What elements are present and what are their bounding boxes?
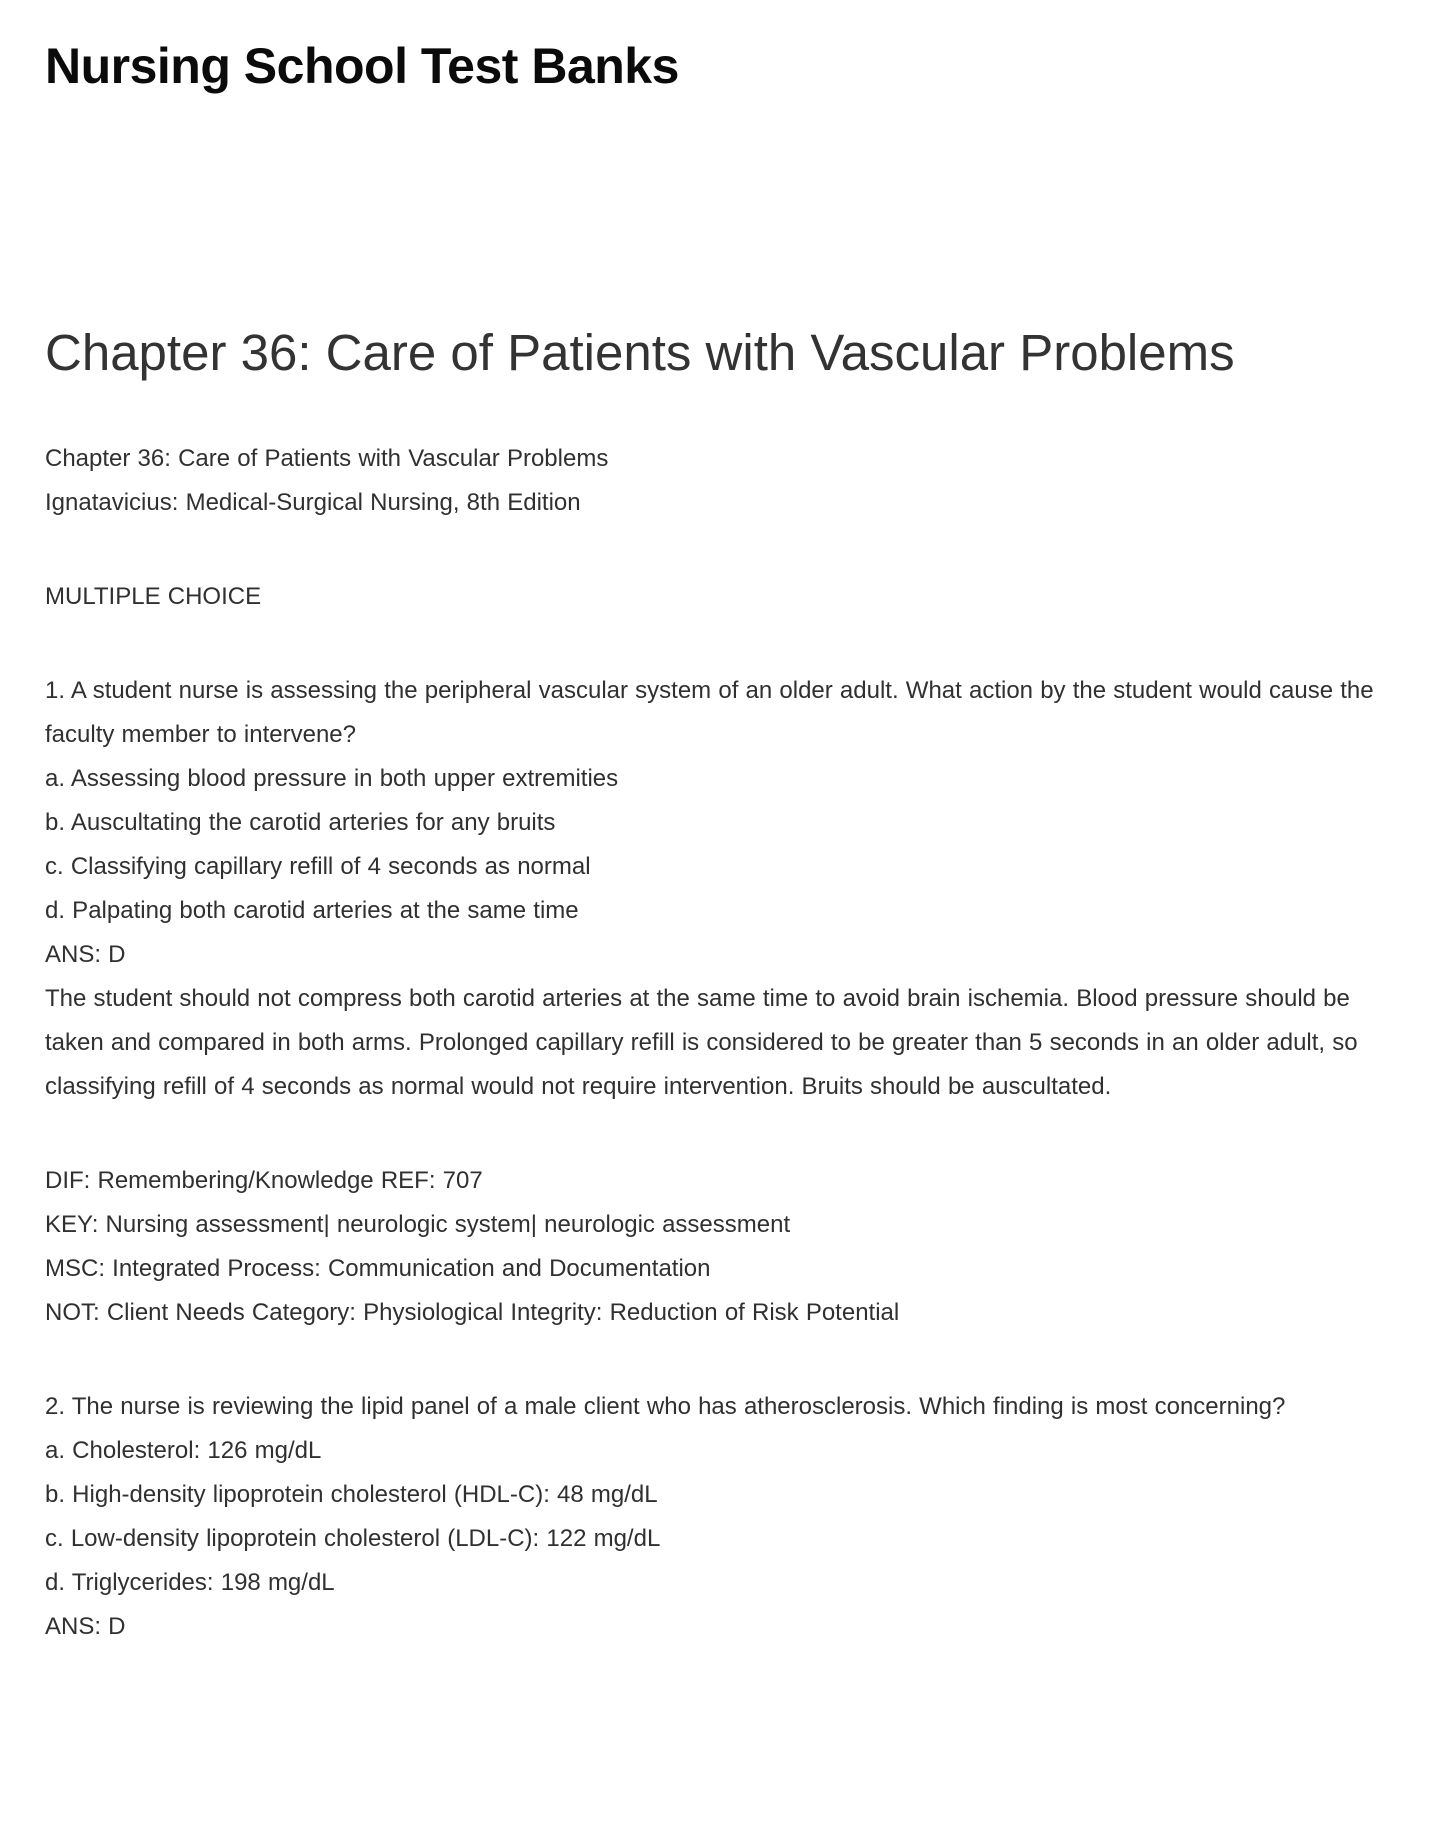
page-title: Chapter 36: Care of Patients with Vascular Problems (45, 324, 1235, 381)
question-2-option-c: c. Low-density lipoprotein cholesterol (LDL-C): 122 mg/dL (45, 1525, 661, 1553)
source-info (45, 437, 1385, 525)
metadata-not: NOT: Client Needs Category: Physiological Integrity: Reduction of Risk Potential (45, 1299, 900, 1327)
question-2-answer: ANS: D (45, 1613, 126, 1641)
question-1-option-b: b. Auscultating the carotid arteries for any bruits (45, 809, 556, 837)
page-content (45, 36, 1385, 1649)
question-2-stem: 2. The nurse is reviewing the lipid panel of a male client who has atherosclerosis. Which finding is most concerning? (45, 1393, 1286, 1421)
question-2-option-d: d. Triglycerides: 198 mg/dL (45, 1569, 335, 1597)
question-1 (45, 669, 1385, 1109)
question-1-metadata (45, 1159, 1385, 1335)
question-1-stem: 1. A student nurse is assessing the peripheral vascular system of an older adult. What action by the student would cause the faculty member to intervene? (45, 677, 1374, 749)
question-1-option-c: c. Classifying capillary refill of 4 seconds as normal (45, 853, 591, 881)
question-1-option-d: d. Palpating both carotid arteries at the same time (45, 897, 579, 925)
question-1-option-a: a. Assessing blood pressure in both upper extremities (45, 765, 619, 793)
site-title: Nursing School Test Banks (45, 38, 679, 94)
question-1-rationale: The student should not compress both carotid arteries at the same time to avoid brain ischemia. Blood pressure should be taken and compared in both arms. Prolonged capillary refill is considered to be greater than 5 seconds in an older adult, so classifying refill of 4 seconds as normal would not require intervention. Bruits should be auscultated. (45, 985, 1358, 1101)
metadata-key: KEY: Nursing assessment| neurologic system| neurologic assessment (45, 1211, 791, 1239)
question-1-answer: ANS: D (45, 941, 126, 969)
question-2 (45, 1385, 1385, 1649)
metadata-msc: MSC: Integrated Process: Communication and Documentation (45, 1255, 711, 1283)
section-heading: MULTIPLE CHOICE (45, 583, 262, 611)
source-chapter-line: Chapter 36: Care of Patients with Vascular Problems (45, 445, 609, 473)
metadata-dif-ref: DIF: Remembering/Knowledge REF: 707 (45, 1167, 483, 1195)
question-2-option-b: b. High-density lipoprotein cholesterol (HDL-C): 48 mg/dL (45, 1481, 658, 1509)
question-2-option-a: a. Cholesterol: 126 mg/dL (45, 1437, 322, 1465)
source-edition-line: Ignatavicius: Medical-Surgical Nursing, 8th Edition (45, 489, 581, 517)
